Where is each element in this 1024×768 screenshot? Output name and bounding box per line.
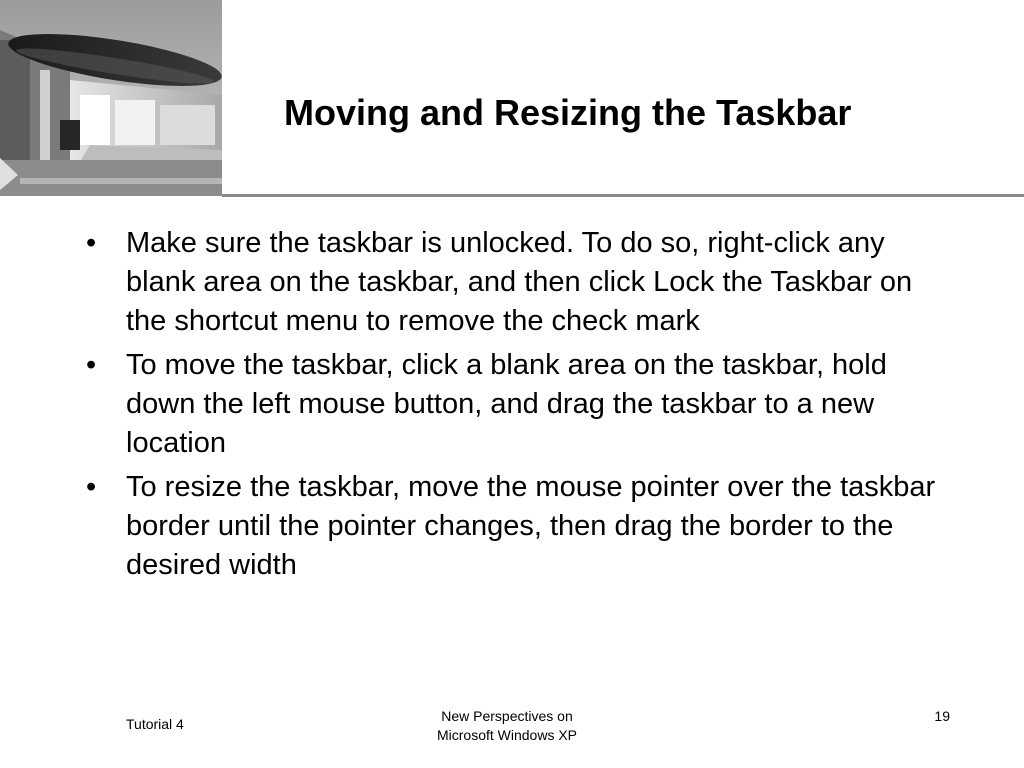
footer-course-line-2: Microsoft Windows XP [436,727,578,743]
bullet-text: To move the taskbar, click a blank area on the taskbar, hold down the left mouse button, and drag the taskbar to a new location [126,349,887,459]
page-number: 19 [934,708,950,724]
bullet-icon: • [86,349,97,381]
title-divider [222,194,1024,197]
bullet-icon: • [86,227,97,259]
bullet-icon: • [86,471,97,503]
footer-course-line-1: New Perspectives on [441,708,573,724]
bullet-item [82,468,942,585]
bullet-list [82,224,942,590]
footer-course-title [382,707,632,745]
building-photo-image [0,0,222,196]
footer-tutorial-label: Tutorial 4 [126,716,184,732]
bullet-item [82,224,942,341]
bullet-text: Make sure the taskbar is unlocked. To do so, right-click any blank area on the taskbar, and then click Lock the Taskbar on the shortcut menu to remove the check mark [126,227,913,337]
slide-title: Moving and Resizing the Taskbar [284,92,852,133]
bullet-item [82,346,942,463]
bullet-text: To resize the taskbar, move the mouse pointer over the taskbar border until the pointer changes, then drag the border to the desired width [126,471,936,581]
